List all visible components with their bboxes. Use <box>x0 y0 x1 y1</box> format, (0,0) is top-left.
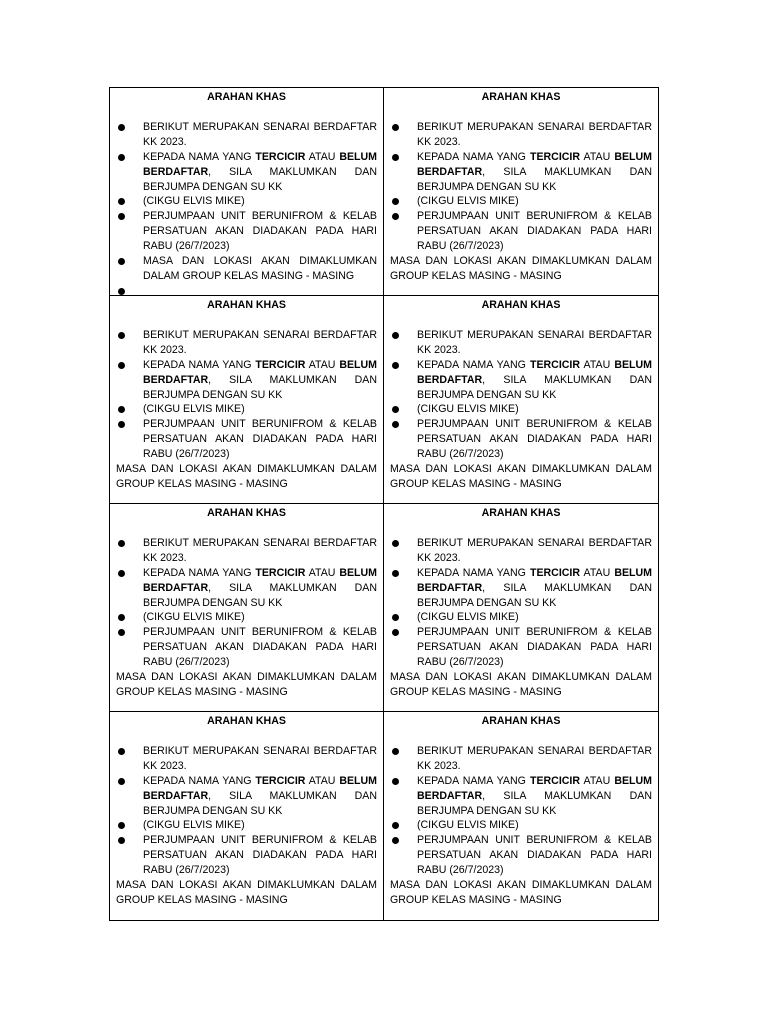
bullet-text-mid: ATAU <box>580 150 615 163</box>
bullet-text: BERIKUT MERUPAKAN SENARAI BERDAFTAR KK 2023. <box>417 120 652 148</box>
note-text: MASA DAN LOKASI AKAN DIMAKLUMKAN DALAM GROUP KELAS MASING - MASING <box>390 463 652 490</box>
bullet-text: (CIKGU ELVIS MIKE) <box>143 195 245 208</box>
bullet-text-pre: KEPADA NAMA YANG <box>417 566 530 579</box>
bold-text-tercicir: TERCICIR <box>255 358 306 371</box>
bullet-text-mid: ATAU <box>305 358 340 371</box>
bullet-text: PERJUMPAAN UNIT BERUNIFROM & KELAB PERSATUAN AKAN DIADAKAN PADA HARI RABU (26/7/2023) <box>143 418 377 461</box>
bold-text-tercicir: TERCICIR <box>529 150 581 163</box>
bullet-text-post: , SILA MAKLUMKAN DAN BERJUMPA DENGAN SU KK <box>143 581 377 609</box>
bullet-item <box>116 744 377 774</box>
bullet-text-post: , SILA MAKLUMKAN DAN BERJUMPA DENGAN SU KK <box>417 581 652 609</box>
bullet-item <box>390 744 652 774</box>
bullet-text-post: , SILA MAKLUMKAN DAN BERJUMPA DENGAN SU KK <box>417 165 652 193</box>
bold-text-tercicir: TERCICIR <box>255 150 306 163</box>
cell-heading: ARAHAN KHAS <box>207 91 286 103</box>
bullet-text-post: , SILA MAKLUMKAN DAN BERJUMPA DENGAN SU KK <box>143 165 377 193</box>
bullet-text: BERIKUT MERUPAKAN SENARAI BERDAFTAR KK 2023. <box>417 328 652 356</box>
bullet-text: BERIKUT MERUPAKAN SENARAI BERDAFTAR KK 2023. <box>417 744 652 772</box>
bullet-item <box>116 402 377 417</box>
bullet-item <box>390 536 652 566</box>
bullet-item <box>390 150 652 195</box>
bullet-text-post: , SILA MAKLUMKAN DAN BERJUMPA DENGAN SU KK <box>143 373 377 401</box>
bullet-text: PERJUMPAAN UNIT BERUNIFROM & KELAB PERSATUAN AKAN DIADAKAN PADA HARI RABU (26/7/2023) <box>143 626 377 669</box>
bullet-text: BERIKUT MERUPAKAN SENARAI BERDAFTAR KK 2023. <box>143 120 377 148</box>
cell-heading: ARAHAN KHAS <box>481 507 561 519</box>
bullet-item <box>390 417 652 462</box>
bullet-text: PERJUMPAAN UNIT BERUNIFROM & KELAB PERSATUAN AKAN DIADAKAN PADA HARI RABU (26/7/2023) <box>417 418 652 461</box>
cell-heading: ARAHAN KHAS <box>481 91 561 103</box>
bullet-text-pre: KEPADA NAMA YANG <box>417 358 530 371</box>
bullet-text-pre: KEPADA NAMA YANG <box>143 566 256 579</box>
bullet-item <box>390 566 652 611</box>
bullet-item <box>390 625 652 670</box>
bold-text-belum-berdaftar: BELUM BERDAFTAR <box>143 358 377 386</box>
cell-heading: ARAHAN KHAS <box>207 715 286 727</box>
bullet-text: (CIKGU ELVIS MIKE) <box>417 819 519 832</box>
instruction-cell <box>384 296 658 504</box>
bold-text-tercicir: TERCICIR <box>529 358 581 371</box>
bullet-item <box>116 818 377 833</box>
instruction-table <box>109 87 659 921</box>
bullet-text: (CIKGU ELVIS MIKE) <box>143 819 245 832</box>
bullet-text: (CIKGU ELVIS MIKE) <box>417 195 519 208</box>
bold-text-tercicir: TERCICIR <box>529 566 581 579</box>
bullet-text: PERJUMPAAN UNIT BERUNIFROM & KELAB PERSATUAN AKAN DIADAKAN PADA HARI RABU (26/7/2023) <box>417 834 652 877</box>
cell-heading: ARAHAN KHAS <box>207 299 286 311</box>
bullet-text: (CIKGU ELVIS MIKE) <box>143 403 245 416</box>
bullet-item <box>116 194 377 209</box>
bold-text-tercicir: TERCICIR <box>529 774 581 787</box>
bullet-item <box>116 209 377 254</box>
instruction-cell <box>110 504 384 712</box>
instruction-cell <box>110 88 384 296</box>
bullet-item <box>390 833 652 878</box>
bullet-list <box>390 744 652 878</box>
bullet-text-post: , SILA MAKLUMKAN DAN BERJUMPA DENGAN SU KK <box>417 373 652 401</box>
bullet-item <box>390 610 652 625</box>
bullet-text-pre: KEPADA NAMA YANG <box>417 774 530 787</box>
bold-text-belum-berdaftar: BELUM BERDAFTAR <box>143 774 377 802</box>
bullet-list <box>116 328 377 462</box>
bullet-item <box>116 150 377 195</box>
instruction-cell <box>110 712 384 920</box>
bullet-list <box>116 536 377 670</box>
instruction-cell <box>110 296 384 504</box>
note-text: MASA DAN LOKASI AKAN DIMAKLUMKAN DALAM GROUP KELAS MASING - MASING <box>390 255 652 282</box>
bullet-text-mid: ATAU <box>305 774 340 787</box>
bullet-text: PERJUMPAAN UNIT BERUNIFROM & KELAB PERSATUAN AKAN DIADAKAN PADA HARI RABU (26/7/2023) <box>143 210 377 253</box>
bullet-list <box>116 120 377 296</box>
bullet-item <box>390 402 652 417</box>
bullet-text: BERIKUT MERUPAKAN SENARAI BERDAFTAR KK 2023. <box>143 536 377 564</box>
bullet-text-mid: ATAU <box>580 774 615 787</box>
cell-heading: ARAHAN KHAS <box>481 299 561 311</box>
bullet-text-mid: ATAU <box>580 566 615 579</box>
bullet-text: BERIKUT MERUPAKAN SENARAI BERDAFTAR KK 2023. <box>143 328 377 356</box>
bullet-text: MASA DAN LOKASI AKAN DIMAKLUMKAN DALAM GROUP KELAS MASING - MASING <box>143 255 377 282</box>
bullet-item <box>390 120 652 150</box>
note-text: MASA DAN LOKASI AKAN DIMAKLUMKAN DALAM GROUP KELAS MASING - MASING <box>116 879 377 906</box>
bullet-item <box>390 209 652 254</box>
bullet-text-post: , SILA MAKLUMKAN DAN BERJUMPA DENGAN SU KK <box>143 789 377 817</box>
bullet-text: (CIKGU ELVIS MIKE) <box>143 611 245 624</box>
bullet-list <box>390 328 652 462</box>
bullet-text-pre: KEPADA NAMA YANG <box>417 150 530 163</box>
bullet-item <box>116 610 377 625</box>
bullet-item <box>116 254 377 284</box>
bullet-text-mid: ATAU <box>305 150 340 163</box>
bold-text-belum-berdaftar: BELUM BERDAFTAR <box>143 566 377 594</box>
bullet-item <box>390 358 652 403</box>
bullet-item <box>116 328 377 358</box>
bold-text-tercicir: TERCICIR <box>255 566 306 579</box>
bullet-item <box>390 818 652 833</box>
instruction-cell <box>384 504 658 712</box>
bullet-text-pre: KEPADA NAMA YANG <box>143 774 256 787</box>
bullet-item <box>116 774 377 819</box>
bullet-item <box>390 194 652 209</box>
bold-text-belum-berdaftar: BELUM BERDAFTAR <box>417 150 652 178</box>
bullet-text-mid: ATAU <box>305 566 340 579</box>
bold-text-tercicir: TERCICIR <box>255 774 306 787</box>
bullet-item <box>116 566 377 611</box>
cell-heading: ARAHAN KHAS <box>481 715 561 727</box>
bold-text-belum-berdaftar: BELUM BERDAFTAR <box>417 774 652 802</box>
bullet-item <box>116 625 377 670</box>
bullet-list <box>390 120 652 254</box>
bullet-text: PERJUMPAAN UNIT BERUNIFROM & KELAB PERSATUAN AKAN DIADAKAN PADA HARI RABU (26/7/2023) <box>417 210 652 253</box>
instruction-cell <box>384 712 658 920</box>
bullet-text-pre: KEPADA NAMA YANG <box>143 150 256 163</box>
bullet-item <box>116 120 377 150</box>
note-text: MASA DAN LOKASI AKAN DIMAKLUMKAN DALAM GROUP KELAS MASING - MASING <box>116 671 377 698</box>
bullet-text: BERIKUT MERUPAKAN SENARAI BERDAFTAR KK 2023. <box>417 536 652 564</box>
bold-text-belum-berdaftar: BELUM BERDAFTAR <box>143 150 377 178</box>
bullet-item <box>116 833 377 878</box>
bullet-item <box>116 536 377 566</box>
bullet-item <box>390 328 652 358</box>
bullet-text: (CIKGU ELVIS MIKE) <box>417 611 519 624</box>
bold-text-belum-berdaftar: BELUM BERDAFTAR <box>417 566 652 594</box>
bullet-item-empty <box>116 284 377 296</box>
bullet-text: PERJUMPAAN UNIT BERUNIFROM & KELAB PERSATUAN AKAN DIADAKAN PADA HARI RABU (26/7/2023) <box>417 626 652 669</box>
note-text: MASA DAN LOKASI AKAN DIMAKLUMKAN DALAM GROUP KELAS MASING - MASING <box>390 879 652 906</box>
bullet-item <box>116 358 377 403</box>
cell-heading: ARAHAN KHAS <box>207 507 286 519</box>
bullet-item <box>116 417 377 462</box>
bullet-text-mid: ATAU <box>580 358 615 371</box>
instruction-cell <box>384 88 658 296</box>
bullet-list <box>116 744 377 878</box>
bullet-text: (CIKGU ELVIS MIKE) <box>417 403 519 416</box>
bullet-item <box>390 774 652 819</box>
bullet-text: PERJUMPAAN UNIT BERUNIFROM & KELAB PERSATUAN AKAN DIADAKAN PADA HARI RABU (26/7/2023) <box>143 834 377 877</box>
note-text: MASA DAN LOKASI AKAN DIMAKLUMKAN DALAM GROUP KELAS MASING - MASING <box>390 671 652 698</box>
bullet-text: BERIKUT MERUPAKAN SENARAI BERDAFTAR KK 2023. <box>143 744 377 772</box>
bullet-text-pre: KEPADA NAMA YANG <box>143 358 256 371</box>
note-text: MASA DAN LOKASI AKAN DIMAKLUMKAN DALAM GROUP KELAS MASING - MASING <box>116 463 377 490</box>
bullet-text-post: , SILA MAKLUMKAN DAN BERJUMPA DENGAN SU KK <box>417 789 652 817</box>
bullet-list <box>390 536 652 670</box>
bold-text-belum-berdaftar: BELUM BERDAFTAR <box>417 358 652 386</box>
